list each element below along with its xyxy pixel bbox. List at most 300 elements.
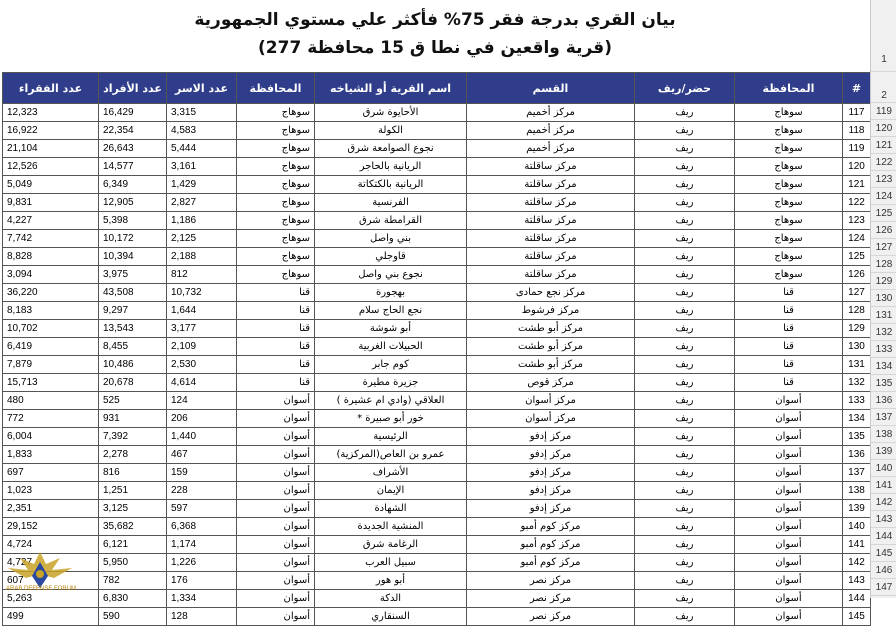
households-cell[interactable]: 3,315 bbox=[167, 104, 237, 122]
district-cell[interactable]: مركز أبو طشت bbox=[467, 356, 635, 374]
governorate-cell[interactable]: أسوان bbox=[735, 554, 843, 572]
row-index[interactable]: 132 bbox=[843, 374, 871, 392]
row-number[interactable]: 142 bbox=[871, 494, 896, 511]
table-row bbox=[3, 464, 871, 482]
individuals-cell[interactable]: 6,349 bbox=[99, 176, 167, 194]
poor-count-cell[interactable]: 3,094 bbox=[3, 266, 99, 284]
governorate-cell[interactable]: قنا bbox=[735, 302, 843, 320]
individuals-cell[interactable]: 35,682 bbox=[99, 518, 167, 536]
households-cell[interactable]: 2,109 bbox=[167, 338, 237, 356]
poor-count-cell[interactable]: 8,183 bbox=[3, 302, 99, 320]
governorate-cell[interactable]: سوهاج bbox=[735, 176, 843, 194]
governorate-cell[interactable]: أسوان bbox=[735, 518, 843, 536]
individuals-cell[interactable]: 5,950 bbox=[99, 554, 167, 572]
governorate-cell[interactable]: سوهاج bbox=[735, 266, 843, 284]
households-cell[interactable]: 5,444 bbox=[167, 140, 237, 158]
village-name-cell[interactable]: الكولة bbox=[315, 122, 467, 140]
urban-rural-cell[interactable]: ريف bbox=[635, 536, 735, 554]
urban-rural-cell[interactable]: ريف bbox=[635, 500, 735, 518]
table-row bbox=[3, 356, 871, 374]
row-number[interactable]: 132 bbox=[871, 324, 896, 341]
households-cell[interactable]: 1,226 bbox=[167, 554, 237, 572]
row-index[interactable]: 120 bbox=[843, 158, 871, 176]
row-index[interactable]: 144 bbox=[843, 590, 871, 608]
village-name-cell[interactable]: خور أبو صبيرة * bbox=[315, 410, 467, 428]
row-number[interactable]: 1 bbox=[871, 0, 896, 72]
urban-rural-cell[interactable]: ريف bbox=[635, 356, 735, 374]
governorate-cell[interactable]: أسوان bbox=[735, 428, 843, 446]
row-index[interactable]: 133 bbox=[843, 392, 871, 410]
district-cell[interactable]: مركز ساقلتة bbox=[467, 266, 635, 284]
governorate-cell[interactable]: سوهاج bbox=[735, 104, 843, 122]
governorate-cell[interactable]: أسوان bbox=[735, 500, 843, 518]
governorate-cell[interactable]: سوهاج bbox=[237, 158, 315, 176]
individuals-cell[interactable]: 10,394 bbox=[99, 248, 167, 266]
households-cell[interactable]: 1,334 bbox=[167, 590, 237, 608]
households-cell[interactable]: 228 bbox=[167, 482, 237, 500]
row-index[interactable]: 137 bbox=[843, 464, 871, 482]
row-index[interactable]: 134 bbox=[843, 410, 871, 428]
row-index[interactable]: 119 bbox=[843, 140, 871, 158]
poor-count-cell[interactable]: 29,152 bbox=[3, 518, 99, 536]
row-number[interactable]: 133 bbox=[871, 341, 896, 358]
households-cell[interactable]: 1,429 bbox=[167, 176, 237, 194]
governorate-cell[interactable]: سوهاج bbox=[735, 230, 843, 248]
urban-rural-cell[interactable]: ريف bbox=[635, 140, 735, 158]
governorate-cell[interactable]: سوهاج bbox=[237, 194, 315, 212]
district-cell[interactable]: مركز أسوان bbox=[467, 410, 635, 428]
row-index[interactable]: 117 bbox=[843, 104, 871, 122]
households-cell[interactable]: 467 bbox=[167, 446, 237, 464]
row-index[interactable]: 129 bbox=[843, 320, 871, 338]
governorate-cell[interactable]: أسوان bbox=[237, 482, 315, 500]
urban-rural-cell[interactable]: ريف bbox=[635, 554, 735, 572]
row-number[interactable]: 138 bbox=[871, 426, 896, 443]
district-cell[interactable]: مركز كوم أمبو bbox=[467, 554, 635, 572]
poor-count-cell[interactable]: 499 bbox=[3, 608, 99, 626]
poor-count-cell[interactable]: 480 bbox=[3, 392, 99, 410]
row-number[interactable]: 128 bbox=[871, 256, 896, 273]
individuals-cell[interactable]: 816 bbox=[99, 464, 167, 482]
row-number[interactable]: 122 bbox=[871, 154, 896, 171]
row-index[interactable]: 143 bbox=[843, 572, 871, 590]
poor-count-cell[interactable]: 1,023 bbox=[3, 482, 99, 500]
governorate-cell[interactable]: قنا bbox=[735, 338, 843, 356]
individuals-cell[interactable]: 2,278 bbox=[99, 446, 167, 464]
individuals-cell[interactable]: 3,125 bbox=[99, 500, 167, 518]
row-index[interactable]: 136 bbox=[843, 446, 871, 464]
village-name-cell[interactable]: بني واصل bbox=[315, 230, 467, 248]
urban-rural-cell[interactable]: ريف bbox=[635, 104, 735, 122]
governorate-cell[interactable]: أسوان bbox=[735, 410, 843, 428]
households-cell[interactable]: 128 bbox=[167, 608, 237, 626]
governorate-cell[interactable]: أسوان bbox=[237, 554, 315, 572]
individuals-cell[interactable]: 3,975 bbox=[99, 266, 167, 284]
district-cell[interactable]: مركز كوم أمبو bbox=[467, 536, 635, 554]
poor-count-cell[interactable]: 21,104 bbox=[3, 140, 99, 158]
urban-rural-cell[interactable]: ريف bbox=[635, 608, 735, 626]
governorate-cell[interactable]: قنا bbox=[237, 302, 315, 320]
governorate-cell[interactable]: قنا bbox=[237, 374, 315, 392]
households-cell[interactable]: 1,186 bbox=[167, 212, 237, 230]
poor-count-cell[interactable]: 697 bbox=[3, 464, 99, 482]
individuals-cell[interactable]: 525 bbox=[99, 392, 167, 410]
row-index[interactable]: 145 bbox=[843, 608, 871, 626]
village-name-cell[interactable]: العلاقي (وادي ام عشيرة ) bbox=[315, 392, 467, 410]
households-cell[interactable]: 176 bbox=[167, 572, 237, 590]
row-number[interactable]: 141 bbox=[871, 477, 896, 494]
urban-rural-cell[interactable]: ريف bbox=[635, 518, 735, 536]
governorate-cell[interactable]: سوهاج bbox=[237, 248, 315, 266]
urban-rural-cell[interactable]: ريف bbox=[635, 428, 735, 446]
poor-count-cell[interactable]: 5,263 bbox=[3, 590, 99, 608]
governorate-cell[interactable]: قنا bbox=[735, 374, 843, 392]
row-number[interactable]: 123 bbox=[871, 171, 896, 188]
district-cell[interactable]: مركز ساقلتة bbox=[467, 176, 635, 194]
households-cell[interactable]: 3,177 bbox=[167, 320, 237, 338]
households-cell[interactable]: 124 bbox=[167, 392, 237, 410]
urban-rural-cell[interactable]: ريف bbox=[635, 464, 735, 482]
poor-count-cell[interactable]: 4,727 bbox=[3, 554, 99, 572]
row-index[interactable]: 118 bbox=[843, 122, 871, 140]
households-cell[interactable]: 1,174 bbox=[167, 536, 237, 554]
governorate-cell[interactable]: سوهاج bbox=[237, 176, 315, 194]
row-index[interactable]: 128 bbox=[843, 302, 871, 320]
poor-count-cell[interactable]: 7,879 bbox=[3, 356, 99, 374]
governorate-cell[interactable]: سوهاج bbox=[237, 230, 315, 248]
individuals-cell[interactable]: 10,172 bbox=[99, 230, 167, 248]
individuals-cell[interactable]: 16,429 bbox=[99, 104, 167, 122]
governorate-cell[interactable]: قنا bbox=[237, 356, 315, 374]
urban-rural-cell[interactable]: ريف bbox=[635, 212, 735, 230]
urban-rural-cell[interactable]: ريف bbox=[635, 302, 735, 320]
governorate-cell[interactable]: قنا bbox=[735, 284, 843, 302]
households-cell[interactable]: 1,644 bbox=[167, 302, 237, 320]
row-number[interactable]: 143 bbox=[871, 511, 896, 528]
households-cell[interactable]: 4,614 bbox=[167, 374, 237, 392]
poor-count-cell[interactable]: 5,049 bbox=[3, 176, 99, 194]
households-cell[interactable]: 3,161 bbox=[167, 158, 237, 176]
governorate-cell[interactable]: أسوان bbox=[237, 410, 315, 428]
governorate-cell[interactable]: أسوان bbox=[237, 428, 315, 446]
households-cell[interactable]: 597 bbox=[167, 500, 237, 518]
governorate-cell[interactable]: أسوان bbox=[237, 590, 315, 608]
row-index[interactable]: 122 bbox=[843, 194, 871, 212]
individuals-cell[interactable]: 5,398 bbox=[99, 212, 167, 230]
row-index[interactable]: 126 bbox=[843, 266, 871, 284]
governorate-cell[interactable]: سوهاج bbox=[735, 140, 843, 158]
households-cell[interactable]: 2,125 bbox=[167, 230, 237, 248]
village-name-cell[interactable]: الأحايوة شرق bbox=[315, 104, 467, 122]
district-cell[interactable]: مركز نصر bbox=[467, 608, 635, 626]
governorate-cell[interactable]: أسوان bbox=[735, 464, 843, 482]
individuals-cell[interactable]: 14,577 bbox=[99, 158, 167, 176]
governorate-cell[interactable]: أسوان bbox=[735, 392, 843, 410]
row-number[interactable]: 124 bbox=[871, 188, 896, 205]
village-name-cell[interactable]: الحبيلات الغربية bbox=[315, 338, 467, 356]
row-index[interactable]: 141 bbox=[843, 536, 871, 554]
individuals-cell[interactable]: 20,678 bbox=[99, 374, 167, 392]
row-index[interactable]: 139 bbox=[843, 500, 871, 518]
village-name-cell[interactable]: نجوع بني واصل bbox=[315, 266, 467, 284]
urban-rural-cell[interactable]: ريف bbox=[635, 392, 735, 410]
governorate-cell[interactable]: أسوان bbox=[237, 608, 315, 626]
governorate-cell[interactable]: أسوان bbox=[237, 572, 315, 590]
individuals-cell[interactable]: 6,830 bbox=[99, 590, 167, 608]
poor-count-cell[interactable]: 1,833 bbox=[3, 446, 99, 464]
table-row bbox=[3, 554, 871, 572]
district-cell[interactable]: مركز ساقلتة bbox=[467, 158, 635, 176]
governorate-cell[interactable]: أسوان bbox=[735, 446, 843, 464]
district-cell[interactable]: مركز أخميم bbox=[467, 122, 635, 140]
row-index[interactable]: 138 bbox=[843, 482, 871, 500]
urban-rural-cell[interactable]: ريف bbox=[635, 446, 735, 464]
village-name-cell[interactable]: نجع الحاج سلام bbox=[315, 302, 467, 320]
governorate-cell[interactable]: قنا bbox=[237, 338, 315, 356]
village-name-cell[interactable]: الريانية بالحاجر bbox=[315, 158, 467, 176]
urban-rural-cell[interactable]: ريف bbox=[635, 572, 735, 590]
governorate-cell[interactable]: أسوان bbox=[237, 392, 315, 410]
governorate-cell[interactable]: سوهاج bbox=[237, 140, 315, 158]
governorate-cell[interactable]: أسوان bbox=[237, 500, 315, 518]
urban-rural-cell[interactable]: ريف bbox=[635, 410, 735, 428]
governorate-cell[interactable]: قنا bbox=[735, 320, 843, 338]
village-name-cell[interactable]: الدكة bbox=[315, 590, 467, 608]
individuals-cell[interactable]: 26,643 bbox=[99, 140, 167, 158]
row-number[interactable]: 145 bbox=[871, 545, 896, 562]
village-name-cell[interactable]: نجوع الصوامعة شرق bbox=[315, 140, 467, 158]
urban-rural-cell[interactable]: ريف bbox=[635, 590, 735, 608]
village-name-cell[interactable]: جزيرة مطيرة bbox=[315, 374, 467, 392]
poor-count-cell[interactable]: 4,724 bbox=[3, 536, 99, 554]
district-cell[interactable]: مركز أخميم bbox=[467, 140, 635, 158]
urban-rural-cell[interactable]: ريف bbox=[635, 248, 735, 266]
urban-rural-cell[interactable]: ريف bbox=[635, 158, 735, 176]
village-name-cell[interactable]: أبو هور bbox=[315, 572, 467, 590]
district-cell[interactable]: مركز إدفو bbox=[467, 446, 635, 464]
district-cell[interactable]: مركز إدفو bbox=[467, 464, 635, 482]
poor-count-cell[interactable]: 8,828 bbox=[3, 248, 99, 266]
row-number[interactable]: 120 bbox=[871, 120, 896, 137]
governorate-cell[interactable]: أسوان bbox=[237, 536, 315, 554]
governorate-cell[interactable]: سوهاج bbox=[735, 212, 843, 230]
row-number[interactable]: 147 bbox=[871, 579, 896, 596]
row-index[interactable]: 125 bbox=[843, 248, 871, 266]
table-row bbox=[3, 518, 871, 536]
district-cell[interactable]: مركز أسوان bbox=[467, 392, 635, 410]
governorate-cell[interactable]: سوهاج bbox=[237, 212, 315, 230]
row-number[interactable]: 2 bbox=[871, 72, 896, 103]
district-cell[interactable]: مركز ساقلتة bbox=[467, 212, 635, 230]
governorate-cell[interactable]: سوهاج bbox=[735, 122, 843, 140]
governorate-cell[interactable]: أسوان bbox=[735, 482, 843, 500]
poor-count-cell[interactable]: 12,323 bbox=[3, 104, 99, 122]
row-index[interactable]: 127 bbox=[843, 284, 871, 302]
individuals-cell[interactable]: 590 bbox=[99, 608, 167, 626]
village-name-cell[interactable]: الرغامة شرق bbox=[315, 536, 467, 554]
village-name-cell[interactable]: السنقاري bbox=[315, 608, 467, 626]
district-cell[interactable]: مركز نصر bbox=[467, 572, 635, 590]
village-name-cell[interactable]: قاوجلي bbox=[315, 248, 467, 266]
individuals-cell[interactable]: 9,297 bbox=[99, 302, 167, 320]
district-cell[interactable]: مركز أبو طشت bbox=[467, 320, 635, 338]
urban-rural-cell[interactable]: ريف bbox=[635, 194, 735, 212]
row-number[interactable]: 140 bbox=[871, 460, 896, 477]
governorate-cell[interactable]: أسوان bbox=[735, 536, 843, 554]
governorate-cell[interactable]: سوهاج bbox=[237, 104, 315, 122]
households-cell[interactable]: 6,368 bbox=[167, 518, 237, 536]
urban-rural-cell[interactable]: ريف bbox=[635, 284, 735, 302]
district-cell[interactable]: مركز ساقلتة bbox=[467, 194, 635, 212]
poor-count-cell[interactable]: 16,922 bbox=[3, 122, 99, 140]
poor-count-cell[interactable]: 6,004 bbox=[3, 428, 99, 446]
row-number[interactable]: 139 bbox=[871, 443, 896, 460]
individuals-cell[interactable]: 931 bbox=[99, 410, 167, 428]
urban-rural-cell[interactable]: ريف bbox=[635, 338, 735, 356]
district-cell[interactable]: مركز ساقلتة bbox=[467, 248, 635, 266]
row-number[interactable]: 146 bbox=[871, 562, 896, 579]
row-number[interactable]: 134 bbox=[871, 358, 896, 375]
poor-count-cell[interactable]: 15,713 bbox=[3, 374, 99, 392]
village-name-cell[interactable]: الأشراف bbox=[315, 464, 467, 482]
row-index[interactable]: 131 bbox=[843, 356, 871, 374]
district-cell[interactable]: مركز نصر bbox=[467, 590, 635, 608]
row-number[interactable]: 130 bbox=[871, 290, 896, 307]
individuals-cell[interactable]: 782 bbox=[99, 572, 167, 590]
village-name-cell[interactable]: الفرنسية bbox=[315, 194, 467, 212]
row-number[interactable]: 131 bbox=[871, 307, 896, 324]
village-name-cell[interactable]: عمرو بن العاص(المركزية) bbox=[315, 446, 467, 464]
row-index[interactable]: 142 bbox=[843, 554, 871, 572]
row-index[interactable]: 123 bbox=[843, 212, 871, 230]
households-cell[interactable]: 2,530 bbox=[167, 356, 237, 374]
households-cell[interactable]: 206 bbox=[167, 410, 237, 428]
row-number[interactable]: 125 bbox=[871, 205, 896, 222]
governorate-cell[interactable]: أسوان bbox=[735, 572, 843, 590]
row-number[interactable]: 121 bbox=[871, 137, 896, 154]
urban-rural-cell[interactable]: ريف bbox=[635, 266, 735, 284]
governorate-cell[interactable]: سوهاج bbox=[237, 122, 315, 140]
individuals-cell[interactable]: 7,392 bbox=[99, 428, 167, 446]
governorate-cell[interactable]: أسوان bbox=[237, 446, 315, 464]
individuals-cell[interactable]: 12,905 bbox=[99, 194, 167, 212]
urban-rural-cell[interactable]: ريف bbox=[635, 122, 735, 140]
district-cell[interactable]: مركز إدفو bbox=[467, 428, 635, 446]
village-name-cell[interactable]: الريانية بالكتكاتة bbox=[315, 176, 467, 194]
district-cell[interactable]: مركز أبو طشت bbox=[467, 338, 635, 356]
governorate-cell[interactable]: قنا bbox=[237, 320, 315, 338]
village-name-cell[interactable]: الشهادة bbox=[315, 500, 467, 518]
poor-count-cell[interactable]: 7,742 bbox=[3, 230, 99, 248]
village-name-cell[interactable]: بهجورة bbox=[315, 284, 467, 302]
district-cell[interactable]: مركز نجع حمادى bbox=[467, 284, 635, 302]
individuals-cell[interactable]: 43,508 bbox=[99, 284, 167, 302]
households-cell[interactable]: 4,583 bbox=[167, 122, 237, 140]
governorate-cell[interactable]: أسوان bbox=[735, 590, 843, 608]
row-index[interactable]: 130 bbox=[843, 338, 871, 356]
individuals-cell[interactable]: 1,251 bbox=[99, 482, 167, 500]
governorate-cell[interactable]: سوهاج bbox=[735, 194, 843, 212]
governorate-cell[interactable]: قنا bbox=[735, 356, 843, 374]
district-cell[interactable]: مركز ساقلتة bbox=[467, 230, 635, 248]
governorate-cell[interactable]: سوهاج bbox=[735, 248, 843, 266]
table-row bbox=[3, 374, 871, 392]
row-number[interactable]: 136 bbox=[871, 392, 896, 409]
row-index[interactable]: 124 bbox=[843, 230, 871, 248]
row-index[interactable]: 135 bbox=[843, 428, 871, 446]
poor-count-cell[interactable]: 10,702 bbox=[3, 320, 99, 338]
district-cell[interactable]: مركز أخميم bbox=[467, 104, 635, 122]
village-name-cell[interactable]: أبو شوشة bbox=[315, 320, 467, 338]
individuals-cell[interactable]: 22,354 bbox=[99, 122, 167, 140]
urban-rural-cell[interactable]: ريف bbox=[635, 230, 735, 248]
row-index[interactable]: 140 bbox=[843, 518, 871, 536]
row-index[interactable]: 121 bbox=[843, 176, 871, 194]
row-number[interactable]: 135 bbox=[871, 375, 896, 392]
households-cell[interactable]: 10,732 bbox=[167, 284, 237, 302]
governorate-cell[interactable]: سوهاج bbox=[735, 158, 843, 176]
poor-count-cell[interactable]: 9,831 bbox=[3, 194, 99, 212]
poor-count-cell[interactable]: 6,419 bbox=[3, 338, 99, 356]
poor-count-cell[interactable]: 36,220 bbox=[3, 284, 99, 302]
governorate-cell[interactable]: أسوان bbox=[237, 518, 315, 536]
poor-count-cell[interactable]: 12,526 bbox=[3, 158, 99, 176]
district-cell[interactable]: مركز فرشوط bbox=[467, 302, 635, 320]
governorate-cell[interactable]: قنا bbox=[237, 284, 315, 302]
urban-rural-cell[interactable]: ريف bbox=[635, 374, 735, 392]
individuals-cell[interactable]: 6,121 bbox=[99, 536, 167, 554]
district-cell[interactable]: مركز قوص bbox=[467, 374, 635, 392]
poor-count-cell[interactable]: 607 bbox=[3, 572, 99, 590]
poor-count-cell[interactable]: 4,227 bbox=[3, 212, 99, 230]
governorate-cell[interactable]: أسوان bbox=[237, 464, 315, 482]
table-row bbox=[3, 176, 871, 194]
row-number[interactable]: 144 bbox=[871, 528, 896, 545]
row-number[interactable]: 137 bbox=[871, 409, 896, 426]
individuals-cell[interactable]: 10,486 bbox=[99, 356, 167, 374]
title-area bbox=[0, 0, 870, 72]
governorate-cell[interactable]: سوهاج bbox=[237, 266, 315, 284]
governorate-cell[interactable]: أسوان bbox=[735, 608, 843, 626]
village-name-cell[interactable]: كوم جابر bbox=[315, 356, 467, 374]
village-name-cell[interactable]: سبيل العرب bbox=[315, 554, 467, 572]
village-name-cell[interactable]: القرامطة شرق bbox=[315, 212, 467, 230]
households-cell[interactable]: 2,188 bbox=[167, 248, 237, 266]
urban-rural-cell[interactable]: ريف bbox=[635, 176, 735, 194]
households-cell[interactable]: 2,827 bbox=[167, 194, 237, 212]
households-cell[interactable]: 1,440 bbox=[167, 428, 237, 446]
row-number[interactable]: 127 bbox=[871, 239, 896, 256]
row-number[interactable]: 129 bbox=[871, 273, 896, 290]
households-cell[interactable]: 812 bbox=[167, 266, 237, 284]
poor-count-cell[interactable]: 772 bbox=[3, 410, 99, 428]
row-number[interactable]: 126 bbox=[871, 222, 896, 239]
district-cell[interactable]: مركز إدفو bbox=[467, 500, 635, 518]
village-name-cell[interactable]: الرئيسية bbox=[315, 428, 467, 446]
row-number[interactable]: 119 bbox=[871, 103, 896, 120]
district-cell[interactable]: مركز كوم أمبو bbox=[467, 518, 635, 536]
individuals-cell[interactable]: 13,543 bbox=[99, 320, 167, 338]
urban-rural-cell[interactable]: ريف bbox=[635, 482, 735, 500]
village-name-cell[interactable]: المنشية الجديدة bbox=[315, 518, 467, 536]
households-cell[interactable]: 159 bbox=[167, 464, 237, 482]
poor-count-cell[interactable]: 2,351 bbox=[3, 500, 99, 518]
table-row bbox=[3, 266, 871, 284]
district-cell[interactable]: مركز إدفو bbox=[467, 482, 635, 500]
individuals-cell[interactable]: 8,455 bbox=[99, 338, 167, 356]
urban-rural-cell[interactable]: ريف bbox=[635, 320, 735, 338]
village-name-cell[interactable]: الإيمان bbox=[315, 482, 467, 500]
